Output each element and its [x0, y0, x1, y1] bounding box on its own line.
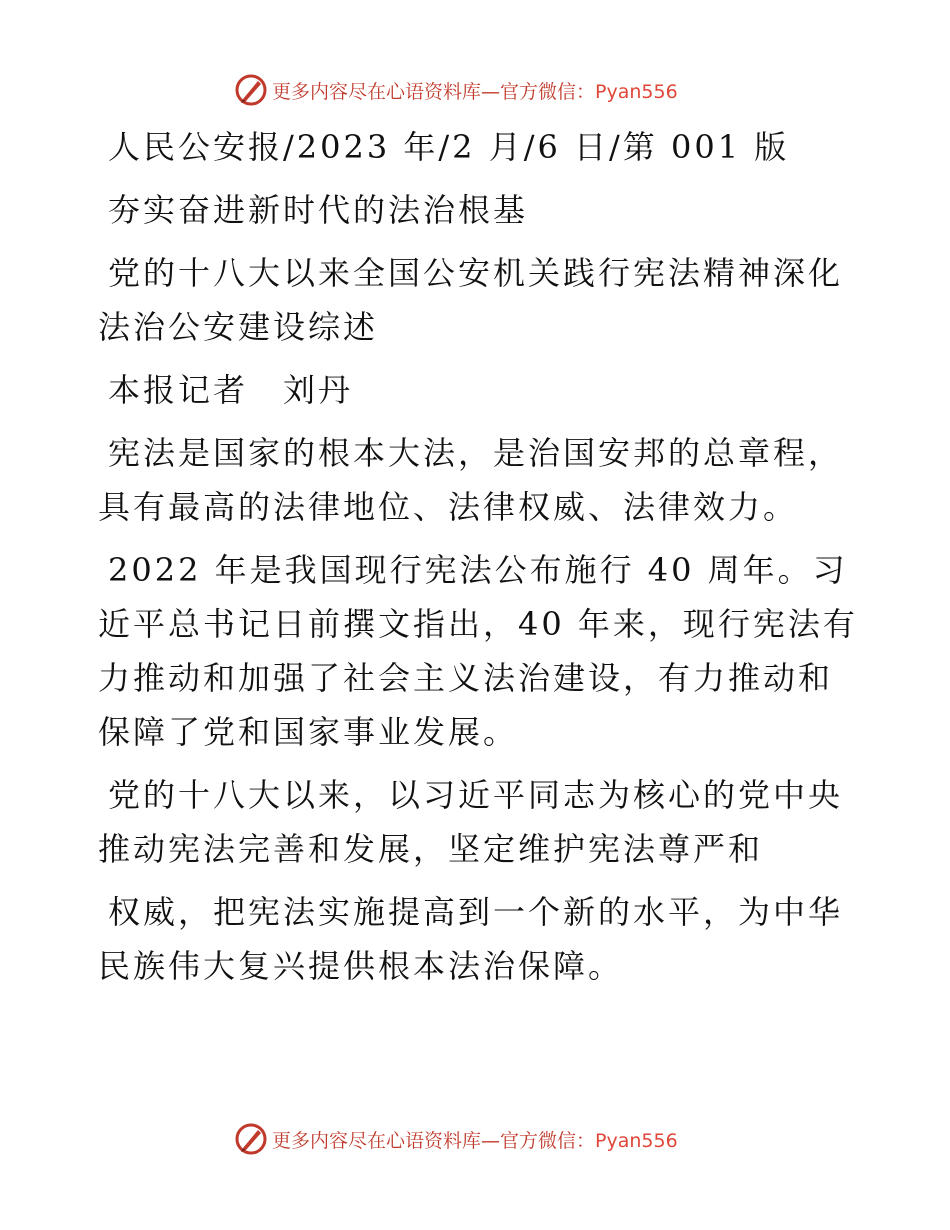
article-paragraph: 党的十八大以来，以习近平同志为核心的党中央推动宪法完善和发展，坚定维护宪法尊严和 — [98, 776, 844, 868]
article-source: 人民公安报/2023 年/2 月/6 日/第 001 版 — [108, 128, 790, 166]
article-paragraph: 2022 年是我国现行宪法公布施行 40 周年。习近平总书记日前撰文指出，40 年来，现行宪法有力推动和加强了社会主义法治建设，有力推动和保障了党和国家事业发展。 — [98, 551, 858, 751]
watermark-text: 更多内容尽在心语资料库—官方微信：Pyan556 — [272, 1129, 678, 1152]
article-byline: 本报记者 刘丹 — [108, 371, 354, 409]
article-paragraph: 宪法是国家的根本大法，是治国安邦的总章程，具有最高的法律地位、法律权威、法律效力。 — [98, 434, 844, 526]
article-subheadline: 党的十八大以来全国公安机关践行宪法精神深化法治公安建设综述 — [98, 254, 844, 346]
watermark-banner-bottom — [234, 1121, 678, 1157]
article-paragraph: 权威，把宪法实施提高到一个新的水平，为中华民族伟大复兴提供根本法治保障。 — [98, 893, 844, 985]
pen-logo-icon — [234, 1122, 268, 1156]
article-body — [98, 120, 858, 1002]
watermark-text: 更多内容尽在心语资料库—官方微信：Pyan556 — [272, 80, 678, 103]
pen-logo-icon — [234, 73, 268, 107]
watermark-banner-top — [234, 72, 678, 108]
article-headline: 夯实奋进新时代的法治根基 — [108, 191, 529, 229]
